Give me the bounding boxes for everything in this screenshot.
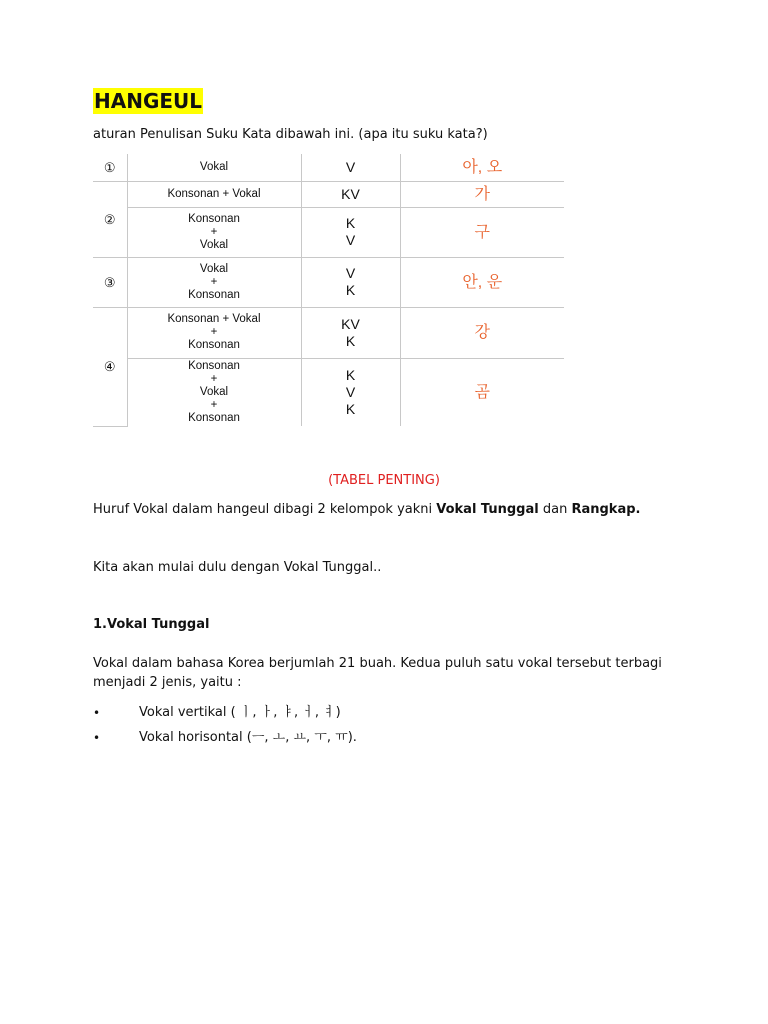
code-cell	[301, 207, 400, 257]
hangul-example: 안, 운	[400, 257, 564, 307]
code-line: K	[345, 400, 356, 417]
bullet: •	[93, 731, 101, 745]
page-title: HANGEUL	[94, 89, 203, 113]
structure-line: Vokal	[199, 385, 229, 398]
code-cell	[301, 307, 400, 358]
paragraph-text: Huruf Vokal dalam hangeul dibagi 2 kelompok yakni	[93, 502, 437, 517]
structure-line: Konsonan	[188, 212, 240, 225]
structure-cell	[127, 154, 301, 181]
table-row	[93, 257, 564, 307]
table-row	[93, 181, 564, 207]
structure-line: Konsonan + Vokal	[167, 313, 261, 325]
code-line: V	[345, 265, 356, 281]
structure-line: Vokal	[199, 262, 229, 275]
intro-text: aturan Penulisan Suku Kata dibawah ini. (apa itu suku kata?)	[93, 127, 488, 142]
table-row	[93, 154, 564, 181]
code-line: KV	[341, 315, 360, 332]
code-cell	[301, 154, 400, 181]
structure-line: +	[210, 372, 218, 385]
code-line: K	[345, 215, 356, 231]
table-note: (TABEL PENTING)	[328, 473, 440, 488]
row-number: ①	[93, 154, 127, 181]
table-row	[93, 207, 564, 257]
bullet: •	[93, 706, 101, 720]
structure-line: Konsonan	[188, 411, 240, 424]
hangul-example: 가	[400, 181, 564, 207]
code-cell	[301, 257, 400, 307]
code-line: K	[345, 332, 356, 349]
structure-cell	[127, 257, 301, 307]
code-cell	[301, 181, 400, 207]
bold-term: Vokal Tunggal	[436, 502, 539, 517]
code-line: V	[345, 158, 356, 175]
vowel-count-line-2: menjadi 2 jenis, yaitu :	[93, 675, 242, 690]
hangul-example: 강	[400, 307, 564, 358]
code-line: KV	[341, 185, 360, 202]
paragraph-text: dan	[538, 502, 572, 517]
row-number: ④	[93, 307, 127, 426]
row-number: ③	[93, 257, 127, 307]
list-item-text: Vokal vertikal ( ㅣ, ㅏ, ㅑ, ㅓ, ㅕ)	[139, 705, 341, 720]
table-row	[93, 307, 564, 358]
structure-line: Konsonan	[188, 359, 240, 372]
syllable-table	[93, 154, 564, 427]
table-row	[93, 358, 564, 426]
structure-line: +	[210, 225, 218, 238]
list-item-text: Vokal horisontal (ㅡ, ㅗ, ㅛ, ㅜ, ㅠ).	[139, 730, 357, 745]
structure-cell	[127, 307, 301, 358]
hangul-example: 구	[400, 207, 564, 257]
structure-line: Konsonan + Vokal	[167, 187, 261, 200]
structure-line: +	[210, 326, 218, 338]
structure-line: +	[210, 275, 218, 288]
bold-term: Rangkap.	[571, 502, 641, 517]
hangul-example: 곰	[400, 358, 564, 426]
structure-cell	[127, 181, 301, 207]
structure-cell	[127, 207, 301, 257]
structure-line: Konsonan	[188, 339, 240, 351]
code-line: K	[345, 282, 356, 298]
start-paragraph: Kita akan mulai dulu dengan Vokal Tunggal..	[93, 560, 382, 575]
section-heading: 1.Vokal Tunggal	[93, 617, 210, 632]
structure-line: +	[210, 398, 218, 411]
code-line: V	[345, 383, 356, 400]
structure-cell	[127, 358, 301, 426]
structure-line: Vokal	[199, 160, 229, 173]
vowel-count-line-1: Vokal dalam bahasa Korea berjumlah 21 buah. Kedua puluh satu vokal tersebut terbagi	[93, 656, 662, 671]
code-cell	[301, 358, 400, 426]
row-number: ②	[93, 181, 127, 257]
code-line: V	[345, 232, 356, 248]
hangul-example: 아, 오	[400, 154, 564, 181]
vowel-groups-paragraph	[93, 501, 640, 519]
structure-line: Konsonan	[188, 288, 240, 301]
structure-line: Vokal	[199, 238, 229, 251]
code-line: K	[345, 366, 356, 383]
